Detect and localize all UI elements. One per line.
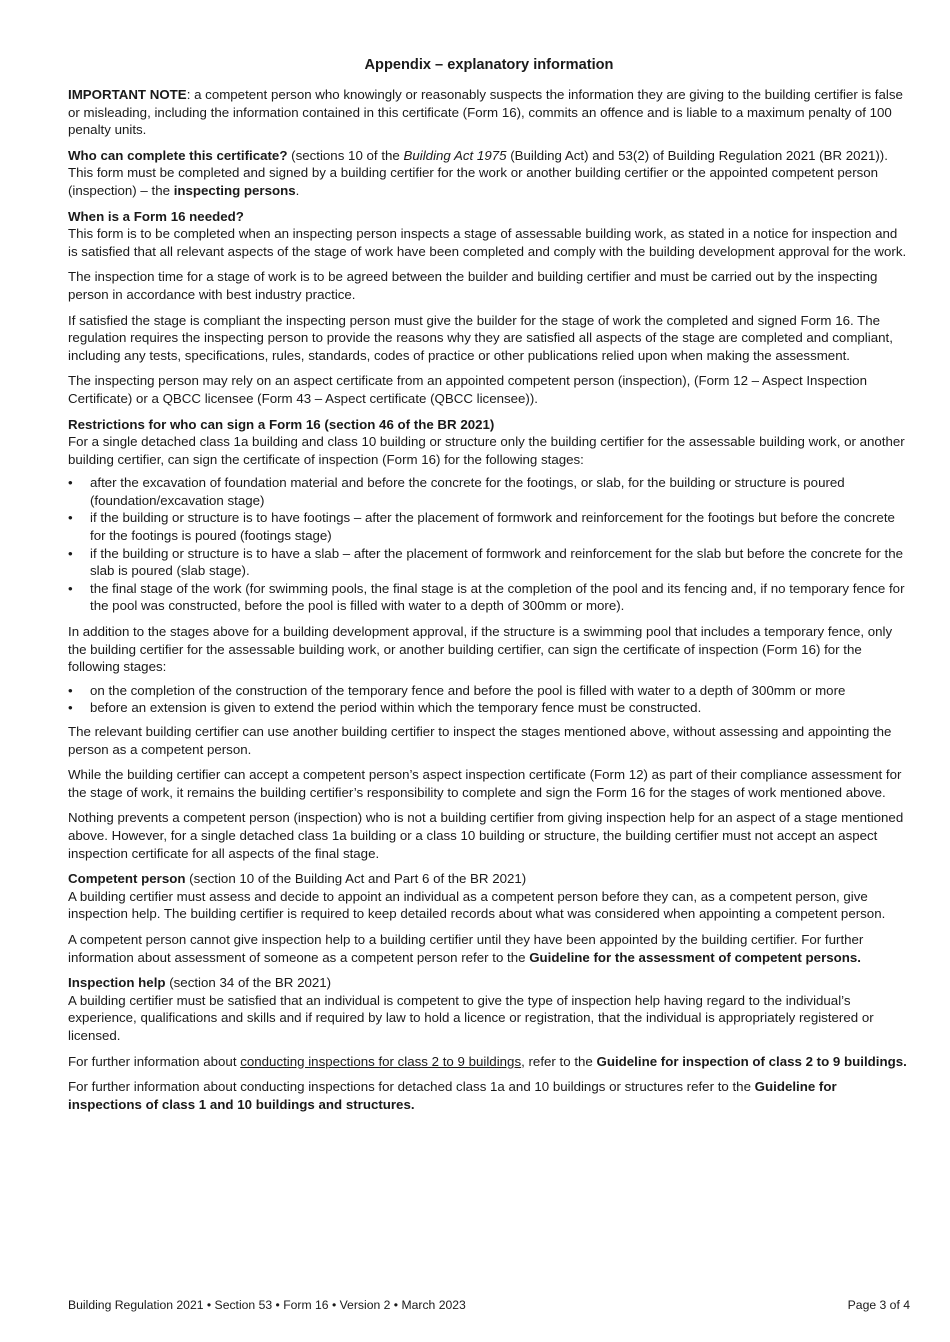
help-text-2b: , refer to the <box>521 1053 597 1069</box>
list-item: • on the completion of the construction of the temporary fence and before the pool is filled with water to a depth of 300mm or more <box>68 682 910 700</box>
who-text-1: (sections 10 of the <box>287 147 404 163</box>
who-can-complete <box>68 147 910 200</box>
list-item: • if the building or structure is to have a slab – after the placement of formwork and reinforcement for the slab but before the concrete for the slab is poured (slab stage). <box>68 545 910 580</box>
competent-text-1: A building certifier must assess and decide to appoint an individual as a competent person before they can, as a competent person, give inspection help. The building certifier is required to keep detailed records about what was considered when appointing a competent person. <box>68 888 886 922</box>
class-1-10-guideline: Guideline for inspections of class 1 and 10 buildings and structures. <box>68 1079 837 1112</box>
competent-person-p1 <box>68 870 910 923</box>
list-item: • the final stage of the work (for swimming pools, the final stage is at the completion of the pool and its fencing and, if no temporary fence for the pool was constructed, before the pool is filled with water to a depth of 300mm or more). <box>68 580 910 615</box>
restrictions-p2: In addition to the stages above for a building development approval, if the structure is a swimming pool that includes a temporary fence, only the building certifier for the assessable building work, or another building certifier, can sign the certificate of inspection (Form 16) for the following stages: <box>68 624 893 675</box>
important-note-label: IMPORTANT NOTE <box>68 87 187 102</box>
when-heading: When is a Form 16 needed? <box>68 208 244 224</box>
competent-ref: (section 10 of the Building Act and Part 6 of the BR 2021) <box>185 871 527 887</box>
restrictions-intro-text: For a single detached class 1a building and class 10 building or structure only the building certifier for the assessable building work, or another building certifier, can sign the certificate of inspection (Form 16) for the following stages: <box>68 434 905 467</box>
help-heading: Inspection help <box>68 975 166 991</box>
competent-guideline: Guideline for the assessment of competent persons. <box>529 949 861 965</box>
when-needed-p4: The inspecting person may rely on an aspect certificate from an appointed competent person (inspection), (Form 12 – Aspect Inspection Certificate) or a QBCC licensee (Form 43 – Aspect certificate (QBCC licensee)). <box>68 373 867 406</box>
page-title: Appendix – explanatory information <box>364 57 614 73</box>
help-text-1: A building certifier must be satisfied that an individual is competent to give the type of inspection help having regard to the individual’s experience, qualifications and skills and if required by law to hold a licence or registration, that the individual is appropriately registered or licensed. <box>68 992 874 1043</box>
competent-heading: Competent person <box>68 871 186 887</box>
page-number: Page 3 of 4 <box>847 1298 910 1312</box>
restrictions-p5: Nothing prevents a competent person (inspection) who is not a building certifier from giving inspection help for an aspect of a stage mentioned above. However, for a single detached class 1a building or a class 10 building or structure, the building certifier must not accept an aspect inspection certificate for all aspects of the final stage. <box>68 810 904 861</box>
who-heading: Who can complete this certificate? <box>68 147 288 163</box>
restrictions-p4: While the building certifier can accept a competent person’s aspect inspection certificate (Form 12) as part of their compliance assessment for the stage of work, it remains the building certifier’s responsibility to complete and sign the Form 16 for the stages of work mentioned above. <box>68 767 902 800</box>
help-text-2a: For further information about <box>68 1053 241 1069</box>
list-item: • if the building or structure is to have footings – after the placement of formwork and reinforcement for the footings but before the concrete for the footings is poured (footings stage) <box>68 509 910 544</box>
list-item: • before an extension is given to extend the period within which the temporary fence must be constructed. <box>68 699 910 717</box>
competent-person-p2 <box>68 931 910 966</box>
class-2-9-inspections-link[interactable]: conducting inspections for class 2 to 9 buildings <box>240 1053 522 1069</box>
document-page <box>68 56 910 1121</box>
help-text-3a: For further information about conducting inspections for detached class 1a and 10 buildings or structures refer to the <box>68 1079 755 1095</box>
competent-text-2: A competent person cannot give inspection help to a building certifier until they have been appointed by the building certifier. For further information about assessment of someone as a competent person refer to the <box>68 931 864 965</box>
restrictions-list <box>68 474 910 615</box>
when-text-1: This form is to be completed when an inspecting person inspects a stage of assessable building work, as stated in a notice for inspection and is satisfied that all relevant aspects of the stage of work have been completed and comply with the building development approval for the work. <box>68 226 907 259</box>
inspecting-persons: inspecting persons <box>173 182 296 198</box>
who-text-3: . <box>295 182 300 198</box>
inspection-help-p3 <box>68 1078 910 1113</box>
inspection-help-p1 <box>68 974 910 1044</box>
page-footer <box>68 1298 910 1312</box>
when-needed-p2: The inspection time for a stage of work is to be agreed between the builder and building certifier and must be carried out by the inspecting person in accordance with best industry practice. <box>68 269 878 302</box>
list-item: • after the excavation of foundation material and before the concrete for the footings, or slab, for the building or structure is poured (foundation/excavation stage) <box>68 474 910 509</box>
restrictions-p3: The relevant building certifier can use another building certifier to inspect the stages mentioned above, without assessing and appointing the person as a competent person. <box>68 724 892 757</box>
class-2-9-guideline: Guideline for inspection of class 2 to 9 buildings. <box>596 1053 907 1069</box>
pool-fence-list <box>68 682 910 717</box>
when-needed-p1 <box>68 208 910 261</box>
when-needed-p3: If satisfied the stage is compliant the inspecting person must give the builder for the stage of work the completed and signed Form 16. The regulation requires the inspecting person to provide the reasons why they are satisfied all aspects of the stage are completed and compliant, including any tests, specifications, rules, standards, codes of practice or other publications relied upon when making the assessment. <box>68 312 893 363</box>
footer-left: Building Regulation 2021 • Section 53 • Form 16 • Version 2 • March 2023 <box>68 1298 466 1312</box>
act-name: Building Act 1975 <box>403 147 507 163</box>
inspection-help-p2 <box>68 1053 910 1071</box>
help-ref: (section 34 of the BR 2021) <box>165 975 332 991</box>
restrictions-heading: Restrictions for who can sign a Form 16 (section 46 of the BR 2021) <box>68 416 495 432</box>
important-note-text: : a competent person who knowingly or reasonably suspects the information they are giving to the building certifier is false or misleading, including the information contained in this certificate (Form 16), commits an offence and is liable to a maximum penalty of 100 penalty units. <box>68 87 903 138</box>
restrictions-intro <box>68 416 910 469</box>
who-text-2: (Building Act) and 53(2) of Building Regulation 2021 (BR 2021)). This form must be completed and signed by a building certifier for the work or another building certifier or the appointed competent person (inspection) – the <box>68 147 888 198</box>
important-note <box>68 86 910 139</box>
